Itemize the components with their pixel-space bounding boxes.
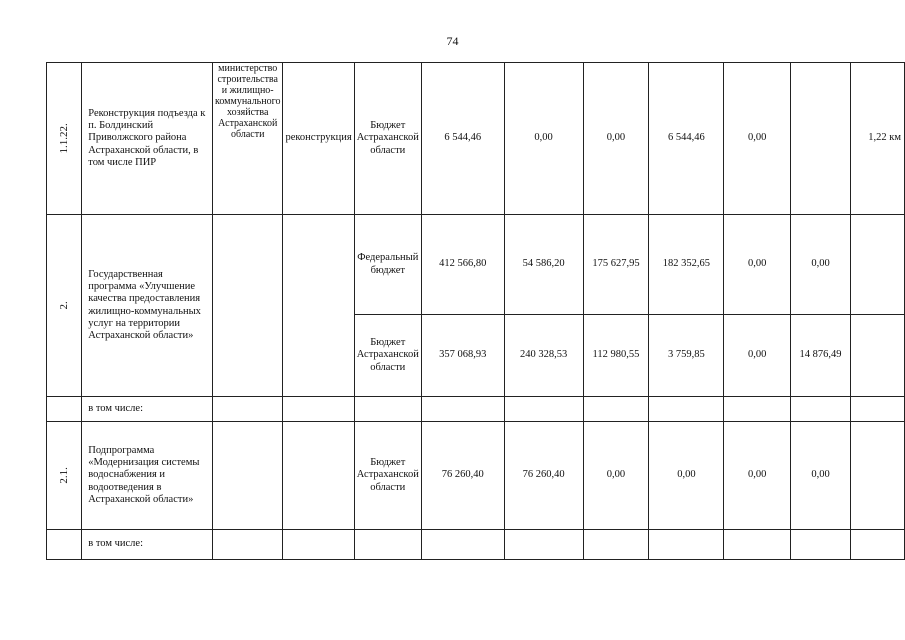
value-year-3: 6 544,46 bbox=[649, 63, 724, 215]
value-year-4: 0,00 bbox=[724, 422, 791, 530]
empty-cell bbox=[504, 530, 583, 560]
row-number-cell bbox=[47, 422, 82, 530]
funding-source: Федеральный бюджет bbox=[354, 215, 421, 315]
funding-source: Бюджет Астраханской области bbox=[354, 422, 421, 530]
budget-table bbox=[46, 62, 905, 560]
work-type: реконструкция bbox=[283, 63, 354, 215]
value-year-4: 0,00 bbox=[724, 63, 791, 215]
empty-cell bbox=[283, 530, 354, 560]
value-year-5 bbox=[791, 63, 851, 215]
executor bbox=[213, 422, 283, 530]
value-year-5: 14 876,49 bbox=[791, 315, 851, 397]
empty-cell bbox=[504, 397, 583, 422]
empty-cell bbox=[583, 397, 649, 422]
empty-cell bbox=[649, 530, 724, 560]
value-year-2: 0,00 bbox=[583, 63, 649, 215]
value-total: 76 260,40 bbox=[421, 422, 504, 530]
indicator-value: 1,22 км bbox=[851, 63, 905, 215]
empty-cell bbox=[283, 397, 354, 422]
table-row bbox=[47, 63, 905, 215]
empty-cell bbox=[213, 397, 283, 422]
subtotal-label: в том числе: bbox=[82, 530, 213, 560]
empty-cell bbox=[354, 397, 421, 422]
value-year-1: 54 586,20 bbox=[504, 215, 583, 315]
empty-cell bbox=[791, 397, 851, 422]
subtotal-label: в том числе: bbox=[82, 397, 213, 422]
table-row bbox=[47, 422, 905, 530]
row-number-cell bbox=[47, 530, 82, 560]
value-year-3: 0,00 bbox=[649, 422, 724, 530]
empty-cell bbox=[791, 530, 851, 560]
table-row bbox=[47, 530, 905, 560]
value-year-3: 3 759,85 bbox=[649, 315, 724, 397]
value-year-2: 112 980,55 bbox=[583, 315, 649, 397]
indicator-value bbox=[851, 422, 905, 530]
empty-cell bbox=[421, 530, 504, 560]
indicator-value bbox=[851, 215, 905, 315]
empty-cell bbox=[649, 397, 724, 422]
row-number-cell bbox=[47, 397, 82, 422]
measure-name: Реконструкция подъезда к п. Болдинский Приволжского района Астраханской области, в том числе ПИР bbox=[82, 63, 213, 215]
empty-cell bbox=[724, 397, 791, 422]
value-year-5: 0,00 bbox=[791, 422, 851, 530]
executor: министерство строительства и жилищно-коммунального хозяйства Астраханской области bbox=[213, 63, 283, 215]
work-type bbox=[283, 215, 354, 397]
empty-cell bbox=[851, 530, 905, 560]
empty-cell bbox=[354, 530, 421, 560]
empty-cell bbox=[421, 397, 504, 422]
empty-cell bbox=[851, 397, 905, 422]
value-year-4: 0,00 bbox=[724, 215, 791, 315]
work-type bbox=[283, 422, 354, 530]
row-number: 2. bbox=[57, 301, 70, 310]
measure-name: Государственная программа «Улучшение качества предоставления жилищно-коммунальных услуг на территории Астраханской области» bbox=[82, 215, 213, 397]
value-year-4: 0,00 bbox=[724, 315, 791, 397]
value-year-1: 76 260,40 bbox=[504, 422, 583, 530]
executor bbox=[213, 215, 283, 397]
empty-cell bbox=[213, 530, 283, 560]
value-total: 357 068,93 bbox=[421, 315, 504, 397]
value-total: 6 544,46 bbox=[421, 63, 504, 215]
value-total: 412 566,80 bbox=[421, 215, 504, 315]
page-number: 74 bbox=[446, 34, 459, 48]
value-year-1: 240 328,53 bbox=[504, 315, 583, 397]
indicator-value bbox=[851, 315, 905, 397]
funding-source: Бюджет Астраханской области bbox=[354, 315, 421, 397]
row-number-cell bbox=[47, 63, 82, 215]
table-row bbox=[47, 397, 905, 422]
value-year-3: 182 352,65 bbox=[649, 215, 724, 315]
table-row bbox=[47, 215, 905, 315]
row-number: 1.1.22. bbox=[57, 123, 70, 154]
value-year-1: 0,00 bbox=[504, 63, 583, 215]
value-year-2: 0,00 bbox=[583, 422, 649, 530]
measure-name: Подпрограмма «Модернизация системы водоснабжения и водоотведения в Астраханской области» bbox=[82, 422, 213, 530]
value-year-2: 175 627,95 bbox=[583, 215, 649, 315]
row-number-cell bbox=[47, 215, 82, 397]
funding-source: Бюджет Астраханской области bbox=[354, 63, 421, 215]
empty-cell bbox=[724, 530, 791, 560]
value-year-5: 0,00 bbox=[791, 215, 851, 315]
row-number: 2.1. bbox=[57, 467, 70, 484]
empty-cell bbox=[583, 530, 649, 560]
